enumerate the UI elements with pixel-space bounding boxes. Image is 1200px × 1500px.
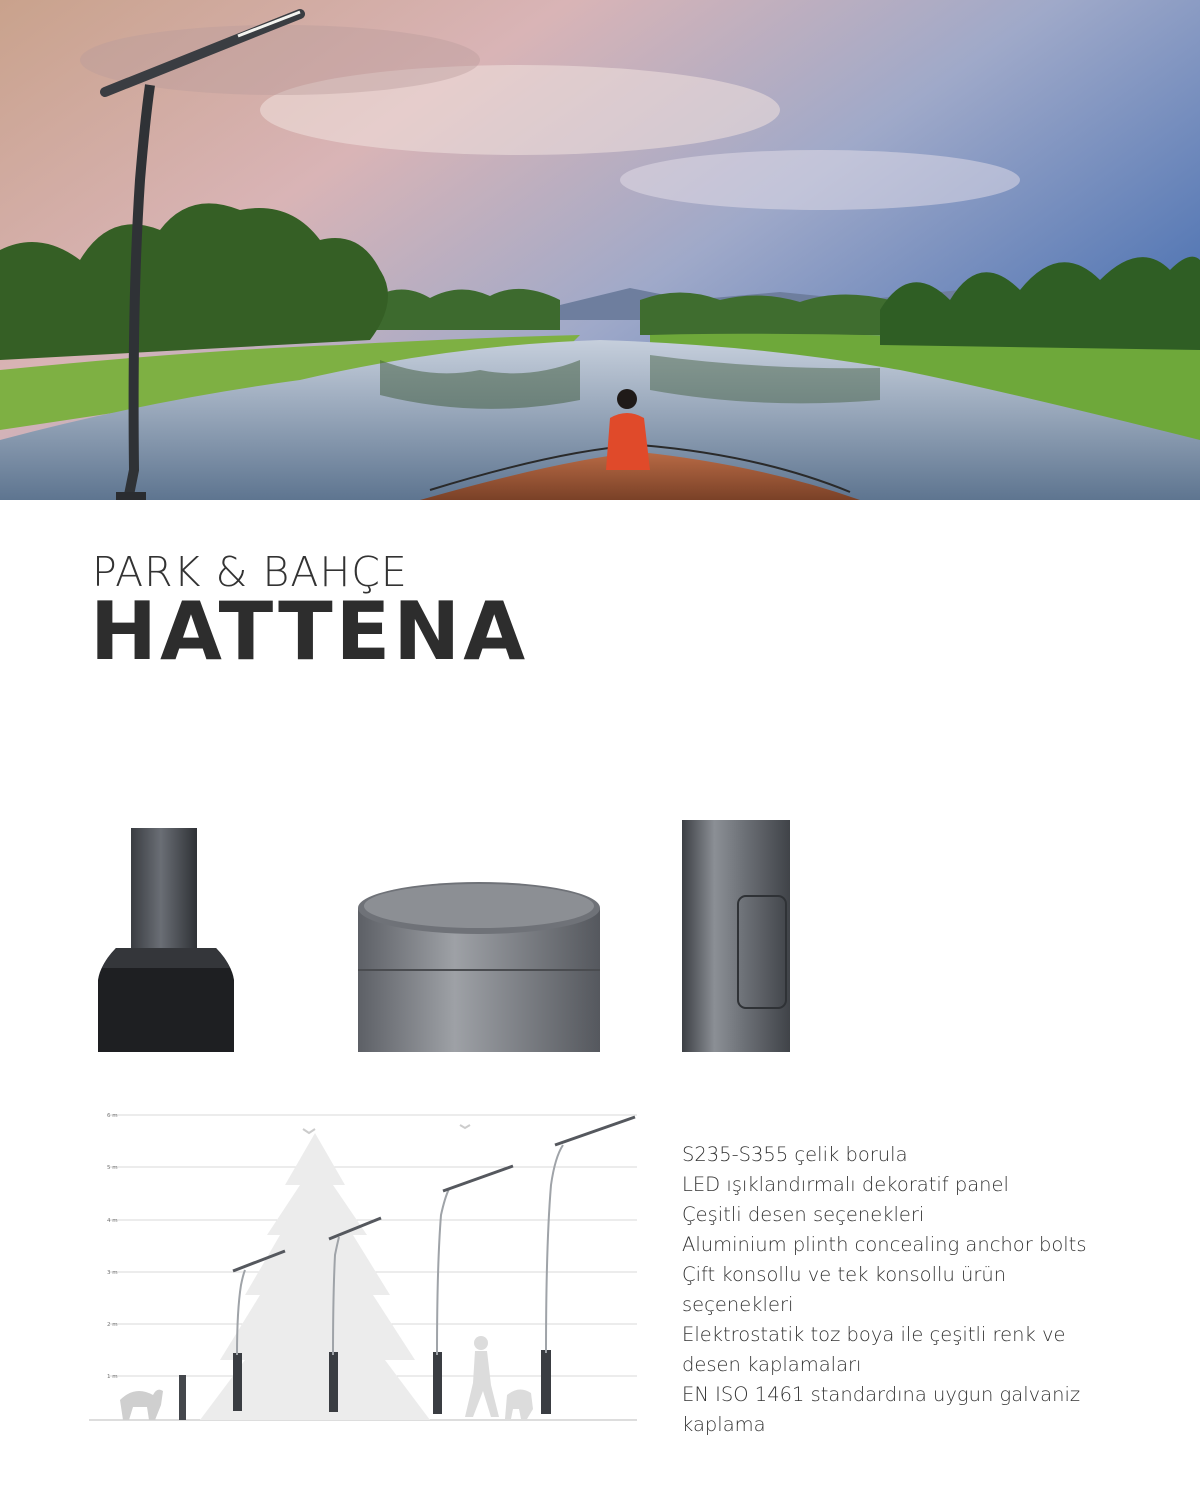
feature-item: Çift konsollu ve tek konsollu ürün [682, 1263, 1007, 1286]
category-title: PARK & BAHÇE [92, 548, 408, 596]
hero-photo [0, 0, 1200, 500]
feature-item: S235-S355 çelik borula [682, 1143, 908, 1166]
feature-item: desen kaplamaları [682, 1353, 862, 1376]
tick-label: 4 m [107, 1218, 118, 1224]
tick-label: 5 m [107, 1165, 118, 1171]
feature-list [682, 1140, 1172, 1440]
pole-base-image [96, 820, 236, 1052]
tick-label: 2 m [107, 1322, 118, 1328]
feature-item: Aluminium plinth concealing anchor bolts [682, 1233, 1087, 1256]
tick-label: 1 m [107, 1374, 118, 1380]
product-title: HATTENA [90, 585, 529, 678]
feature-item: LED ışıklandırmalı dekoratif panel [682, 1173, 1009, 1196]
height-scale-diagram [85, 1105, 640, 1425]
feature-item: kaplama [682, 1413, 766, 1436]
feature-item: seçenekleri [682, 1293, 794, 1316]
feature-item: Çeşitli desen seçenekleri [682, 1203, 925, 1226]
pole-door-image [682, 820, 790, 1052]
feature-item: EN ISO 1461 standardına uygun galvaniz [682, 1383, 1081, 1406]
tick-label: 6 m [107, 1113, 118, 1119]
tick-label: 3 m [107, 1270, 118, 1276]
feature-item: Elektrostatik toz boya ile çeşitli renk ve [682, 1323, 1066, 1346]
bollard-detail-image [358, 820, 600, 1052]
